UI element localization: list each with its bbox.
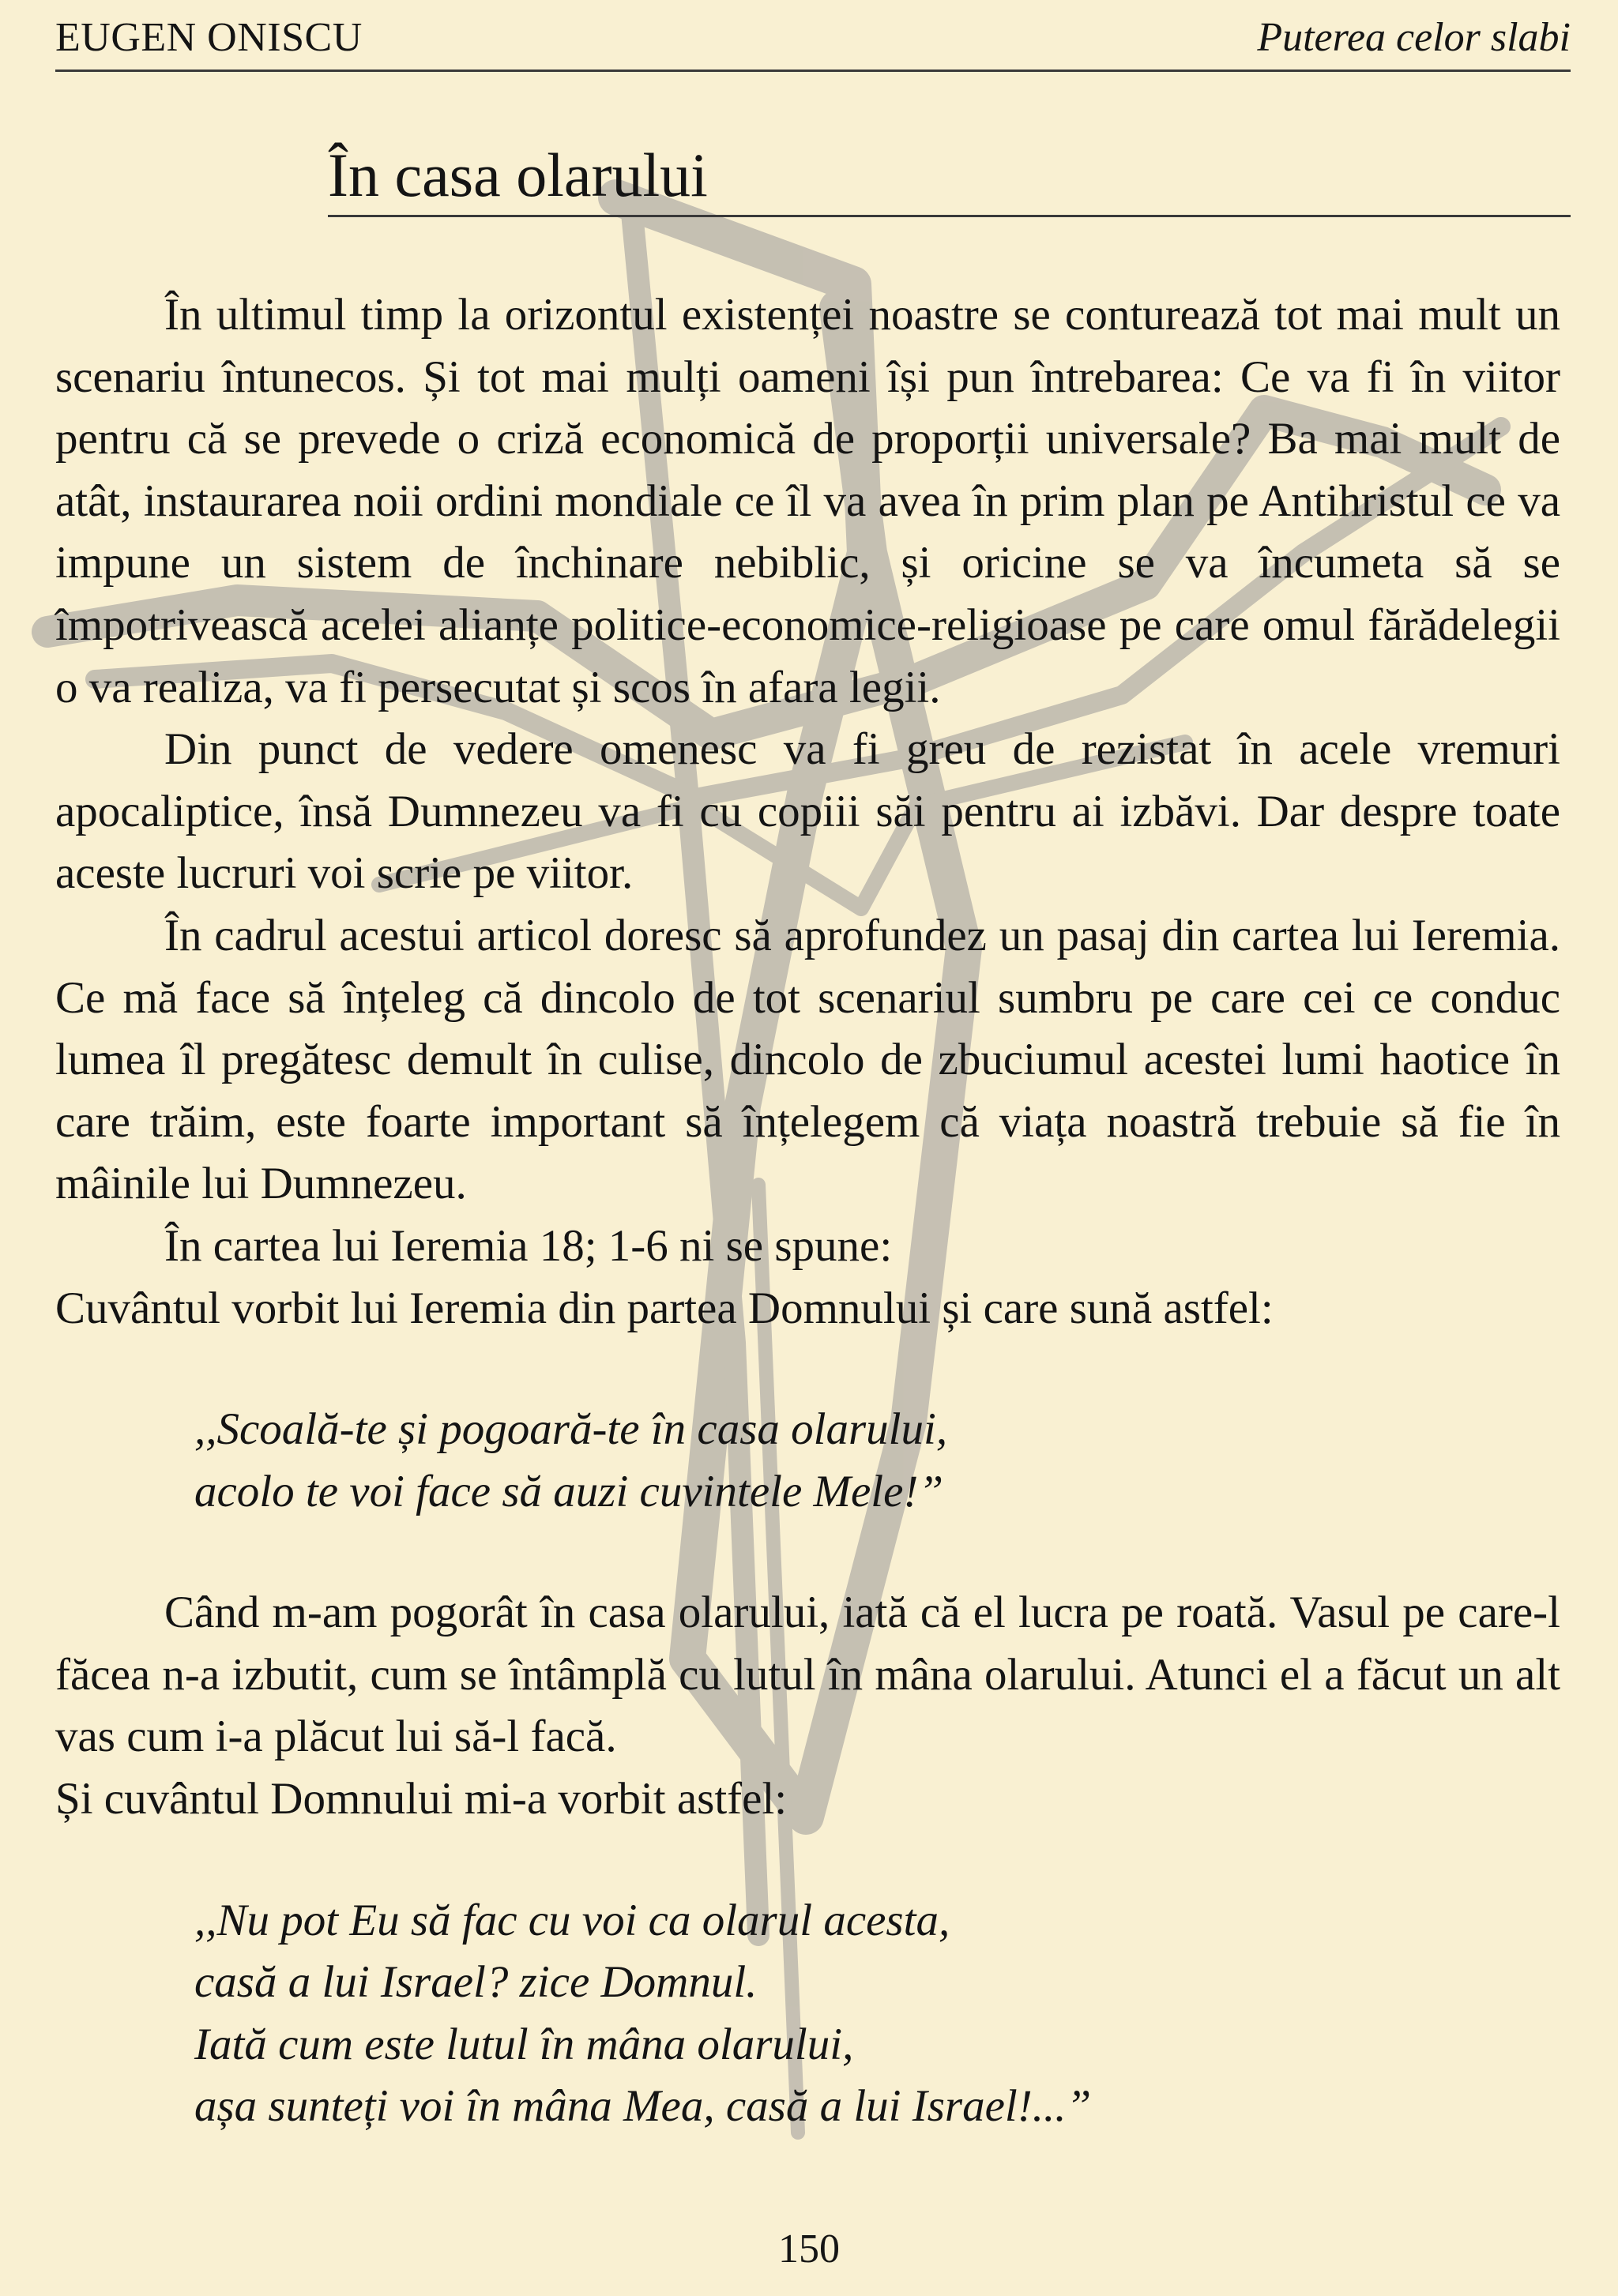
paragraph: În ultimul timp la orizontul existenței noastre se conturează tot mai mult un scenariu întunecos. Și tot mai mulți oameni își pun întrebarea: Ce va fi în viitor pentru că se prevede o criză economică de proporții universale? Ba mai mult de atât, instaurarea noii ordini mondiale ce îl va avea în prim plan pe Antihristul ce va impune un sistem de închinare nebiblic, și oricine se va încumeta să se împotrivească acelei alianțe politice-economice-religioase pe care omul fărădelegii o va realiza, va fi persecutat și scos în afara legii. bbox=[55, 290, 1560, 712]
quote-line: Iată cum este lutul în mâna olarului, bbox=[194, 2019, 854, 2069]
paragraph: În cadrul acestui articol doresc să aprofundez un pasaj din cartea lui Ieremia. Ce mă face să înțeleg că dincolo de tot scenariul sumbru pe care cei ce conduc lumea îl pregătesc demult în culise, dincolo de zbuciumul acestei lumi haotice în care trăim, este foarte important să înțelegem că viața noastră trebuie să fie în mâinile lui Dumnezeu. bbox=[55, 910, 1560, 1209]
quote-line: așa sunteți voi în mâna Mea, casă a lui Israel!...” bbox=[194, 2081, 1092, 2132]
quote-line: ,,Scoală-te și pogoară-te în casa olarului, bbox=[194, 1404, 948, 1455]
chapter-title: În casa olarului bbox=[328, 136, 1571, 217]
page-number: 150 bbox=[778, 2226, 840, 2272]
paragraph: Când m-am pogorât în casa olarului, iată că el lucra pe roată. Vasul pe care-l făcea n-a izbutit, cum se întâmplă cu lutul în mâna olarului. Atunci el a făcut un alt vas cum i-a plăcut lui să-l facă. bbox=[55, 1588, 1560, 1762]
header-author: EUGEN ONISCU bbox=[55, 15, 363, 60]
paragraph: Cuvântul vorbit lui Ieremia din partea Domnului și care sună astfel: bbox=[55, 1283, 1274, 1333]
paragraph: În cartea lui Ieremia 18; 1-6 ni se spune: bbox=[164, 1220, 893, 1271]
body-text bbox=[55, 284, 1560, 2197]
paragraph: Și cuvântul Domnului mi-a vorbit astfel: bbox=[55, 1774, 788, 1824]
scripture-quote bbox=[194, 1399, 1560, 1523]
quote-line: casă a lui Israel? zice Domnul. bbox=[194, 1957, 758, 2008]
running-header bbox=[55, 14, 1571, 72]
header-book-title: Puterea celor slabi bbox=[1257, 15, 1571, 60]
quote-line: acolo te voi face să auzi cuvintele Mele!” bbox=[194, 1466, 944, 1516]
paragraph: Din punct de vedere omenesc va fi greu de rezistat în acele vremuri apocaliptice, însă Dumnezeu va fi cu copiii săi pentru ai izbăvi. Dar despre toate aceste lucruri voi scrie pe viitor. bbox=[55, 724, 1560, 899]
quote-line: ,,Nu pot Eu să fac cu voi ca olarul acesta, bbox=[194, 1895, 950, 1945]
scripture-quote bbox=[194, 1890, 1560, 2138]
